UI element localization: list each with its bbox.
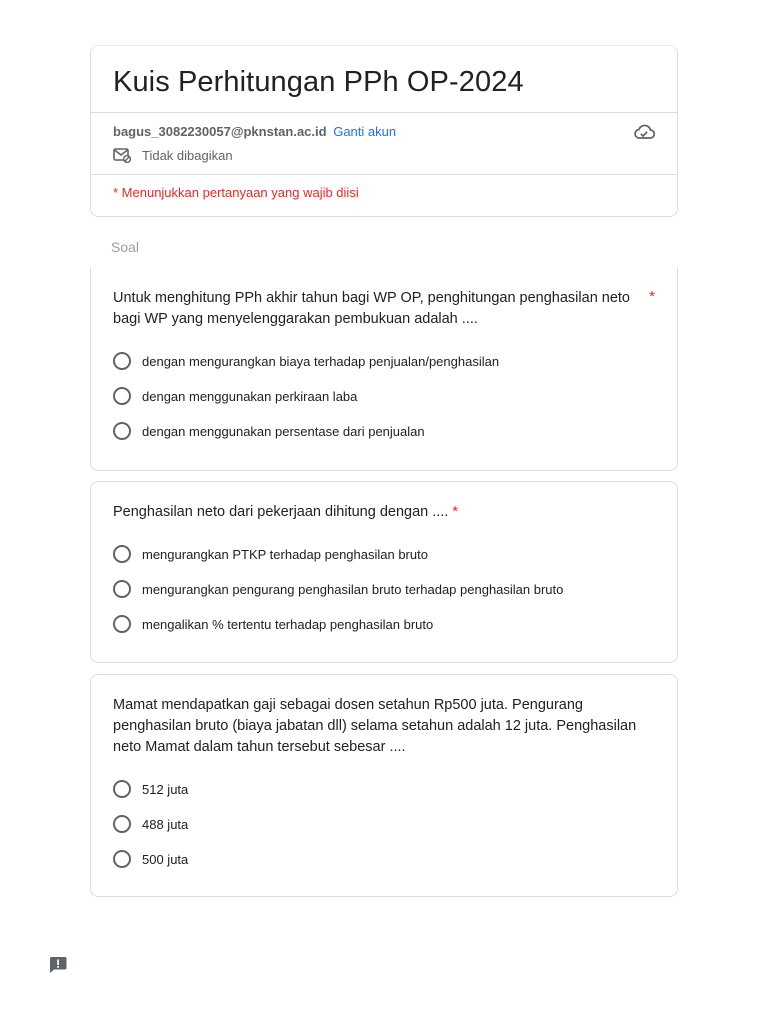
option-label: 488 juta (142, 816, 189, 832)
radio-button[interactable] (113, 422, 131, 440)
radio-button[interactable] (113, 352, 131, 370)
question-text: Untuk menghitung PPh akhir tahun bagi WP OP, penghitungan penghasilan neto bagi WP yang menyelenggarakan pembukuan adalah .... (113, 290, 631, 327)
question-text: Mamat mendapatkan gaji sebagai dosen setahun Rp500 juta. Pengurang penghasilan bruto (biaya jabatan dll) selama setahun adalah 12 juta. Penghasilan neto Mamat dalam tahun tersebut sebesar .... (113, 697, 637, 755)
share-status-row (113, 147, 233, 163)
radio-button[interactable] (113, 615, 131, 633)
option-radio[interactable] (113, 580, 563, 598)
radio-button[interactable] (113, 815, 131, 833)
option-radio[interactable] (113, 780, 188, 798)
section-label: Soal (111, 239, 140, 255)
account-row (113, 124, 396, 139)
question-card-2 (90, 481, 678, 663)
share-status-text: Tidak dibagikan (142, 147, 233, 163)
radio-button[interactable] (113, 850, 131, 868)
required-note: * Menunjukkan pertanyaan yang wajib diisi (113, 185, 359, 200)
account-email: bagus_3082230057@pknstan.ac.id (113, 124, 327, 139)
question-card-3 (90, 674, 678, 897)
cloud-icon[interactable] (633, 124, 655, 140)
option-radio[interactable] (113, 387, 357, 405)
form-header-card (90, 45, 678, 217)
form-title: Kuis Perhitungan PPh OP-2024 (113, 66, 524, 98)
required-asterisk: * (649, 288, 655, 305)
required-asterisk: * (452, 504, 459, 520)
radio-button[interactable] (113, 780, 131, 798)
option-radio[interactable] (113, 422, 425, 440)
option-label: dengan menggunakan persentase dari penjualan (142, 423, 425, 439)
option-label: mengalikan % tertentu terhadap penghasilan bruto (142, 616, 434, 632)
divider (91, 112, 677, 113)
option-radio[interactable] (113, 850, 188, 868)
question-text: Penghasilan neto dari pekerjaan dihitung dengan .... (113, 504, 449, 520)
question-card-1 (90, 268, 678, 471)
radio-button[interactable] (113, 580, 131, 598)
switch-account-link[interactable]: Ganti akun (333, 124, 397, 139)
option-label: 500 juta (142, 851, 189, 867)
option-label: mengurangkan pengurang penghasilan bruto terhadap penghasilan bruto (142, 581, 564, 597)
option-label: 512 juta (142, 781, 189, 797)
feedback-icon[interactable] (48, 955, 68, 975)
option-radio[interactable] (113, 815, 188, 833)
radio-button[interactable] (113, 545, 131, 563)
option-label: dengan menggunakan perkiraan laba (142, 388, 358, 404)
option-radio[interactable] (113, 545, 428, 563)
option-label: mengurangkan PTKP terhadap penghasilan bruto (142, 546, 428, 562)
option-radio[interactable] (113, 352, 499, 370)
question-title-row (113, 502, 458, 523)
radio-button[interactable] (113, 387, 131, 405)
option-label: dengan mengurangkan biaya terhadap penjualan/penghasilan (142, 353, 500, 369)
mail-lock-icon (113, 147, 131, 163)
divider (91, 174, 677, 175)
option-radio[interactable] (113, 615, 433, 633)
